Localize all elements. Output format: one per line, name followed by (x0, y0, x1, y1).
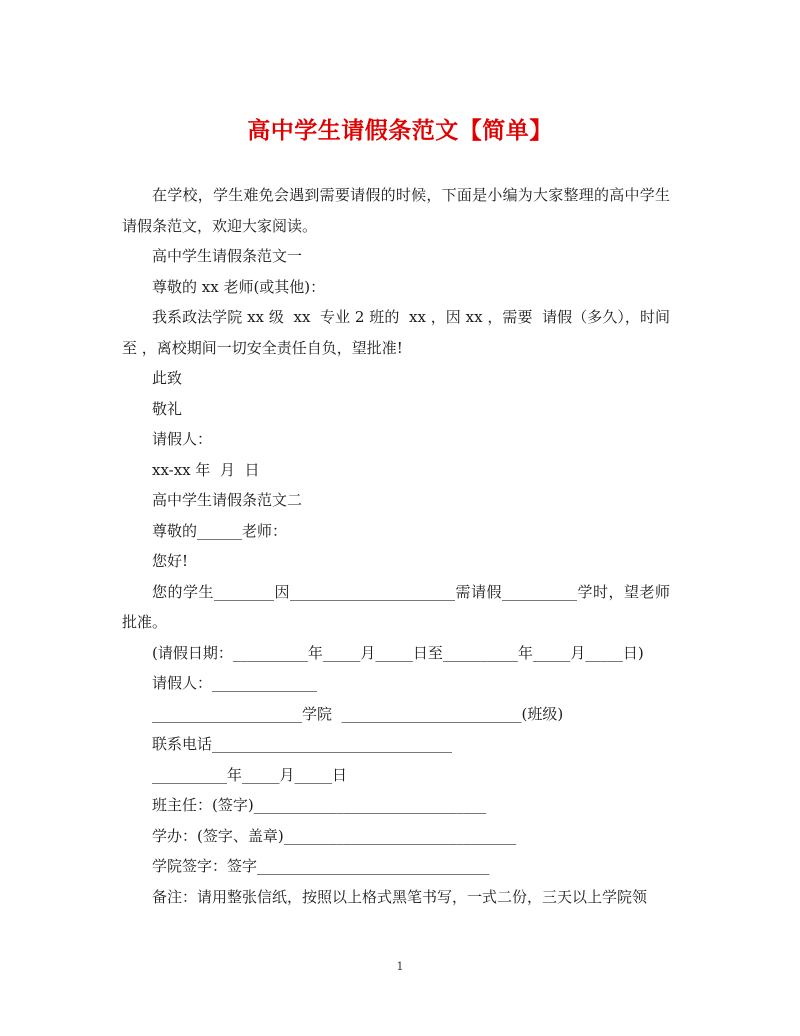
document-body (122, 180, 680, 912)
closing-jingli: 敬礼 (152, 399, 183, 418)
college-class-line: ____________________学院 ________________________(班级) (152, 704, 564, 723)
request-two-body: 您的学生________因______________________需请假__________学时，望老师批准。 (122, 582, 670, 631)
head-teacher-signature-line: 班主任：(签字)_______________________________ (152, 796, 487, 814)
request-one-body: 我系政法学院 xx 级 xx 专业 2 班的 xx ，因 xx ，需要 请假（多久），时间 至 ，离校期间一切安全责任自负，望批准! (122, 308, 680, 357)
greeting-two: 您好! (152, 552, 189, 570)
date-line-two: __________年_____月_____日 (152, 765, 348, 784)
sample-two-heading: 高中学生请假条范文二 (152, 491, 303, 509)
document-title: 高中学生请假条范文【简单】 (247, 117, 553, 144)
page-number: 1 (396, 960, 404, 973)
salutation-one: 尊敬的 xx 老师(或其他)： (152, 277, 326, 296)
closing-cizhi: 此致 (152, 369, 183, 387)
leave-dates-line: (请假日期：__________年_____月_____日至__________年_____月_____日) (152, 643, 644, 662)
remark-line: 备注：请用整张信纸，按照以上格式黑笔书写，一式二份，三天以上学院领 (152, 887, 648, 906)
date-line-one: xx-xx 年 月 日 (152, 460, 260, 479)
intro-paragraph: 在学校，学生难免会遇到需要请假的时候，下面是小编为大家整理的高中学生请假条范文，欢迎大家阅读。 (122, 186, 670, 235)
sample-one-heading: 高中学生请假条范文一 (152, 247, 303, 265)
applicant-line-two: 请假人：______________ (152, 674, 318, 692)
student-office-signature-line: 学办：(签字、盖章)_______________________________ (152, 826, 517, 845)
college-signature-line: 学院签字：签字_______________________________ (152, 857, 490, 875)
salutation-two: 尊敬的______老师： (152, 521, 288, 540)
applicant-line-one: 请假人： (152, 430, 213, 448)
phone-line: 联系电话________________________________ (152, 735, 453, 753)
